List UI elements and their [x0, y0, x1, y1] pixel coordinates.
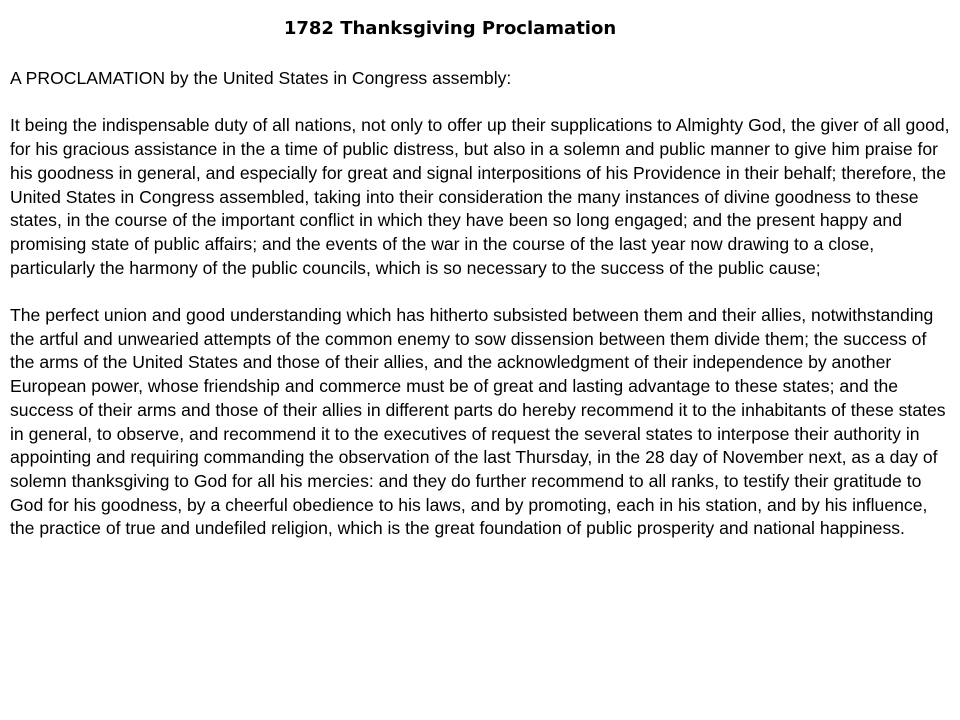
proclamation-paragraph-2: The perfect union and good understanding which has hitherto subsisted between them and their allies, notwithstanding the artful and unwearied attempts of the common enemy to sow dissension between them divide them; the success of the arms of the United States and those of their allies, and the acknowledgment of their independence by another European power, whose friendship and commerce must be of great and lasting advantage to these states; and the success of their arms and those of their allies in different parts do hereby recommend it to the inhabitants of these states in general, to observe, and recommend it to the executives of request the several states to interpose their authority in appointing and requiring commanding the observation of the last Thursday, in the 28 day of November next, as a day of solemn thanksgiving to God for all his mercies: and they do further recommend to all ranks, to testify their gratitude to God for his goodness, by a cheerful obedience to his laws, and by promoting, each in his station, and by his influence, the practice of true and undefiled religion, which is the great foundation of public prosperity and national happiness.	[10, 305, 946, 539]
proclamation-heading: A PROCLAMATION by the United States in Congress assembly:	[10, 68, 512, 88]
page-title: 1782 Thanksgiving Proclamation	[283, 18, 617, 39]
proclamation-paragraph-1: It being the indispensable duty of all nations, not only to offer up their supplications to Almighty God, the giver of all good, for his gracious assistance in the a time of public distress, but also in a solemn and public manner to give him praise for his goodness in general, and especially for great and signal interpositions of his Providence in their behalf; therefore, the United States in Congress assembled, taking into their consideration the many instances of divine goodness to these states, in the course of the important conflict in which they have been so long engaged; and the present happy and promising state of public affairs; and the events of the war in the course of the last year now drawing to a close, particularly the harmony of the public councils, which is so necessary to the success of the public cause;	[10, 115, 950, 278]
proclamation-body	[10, 67, 955, 541]
